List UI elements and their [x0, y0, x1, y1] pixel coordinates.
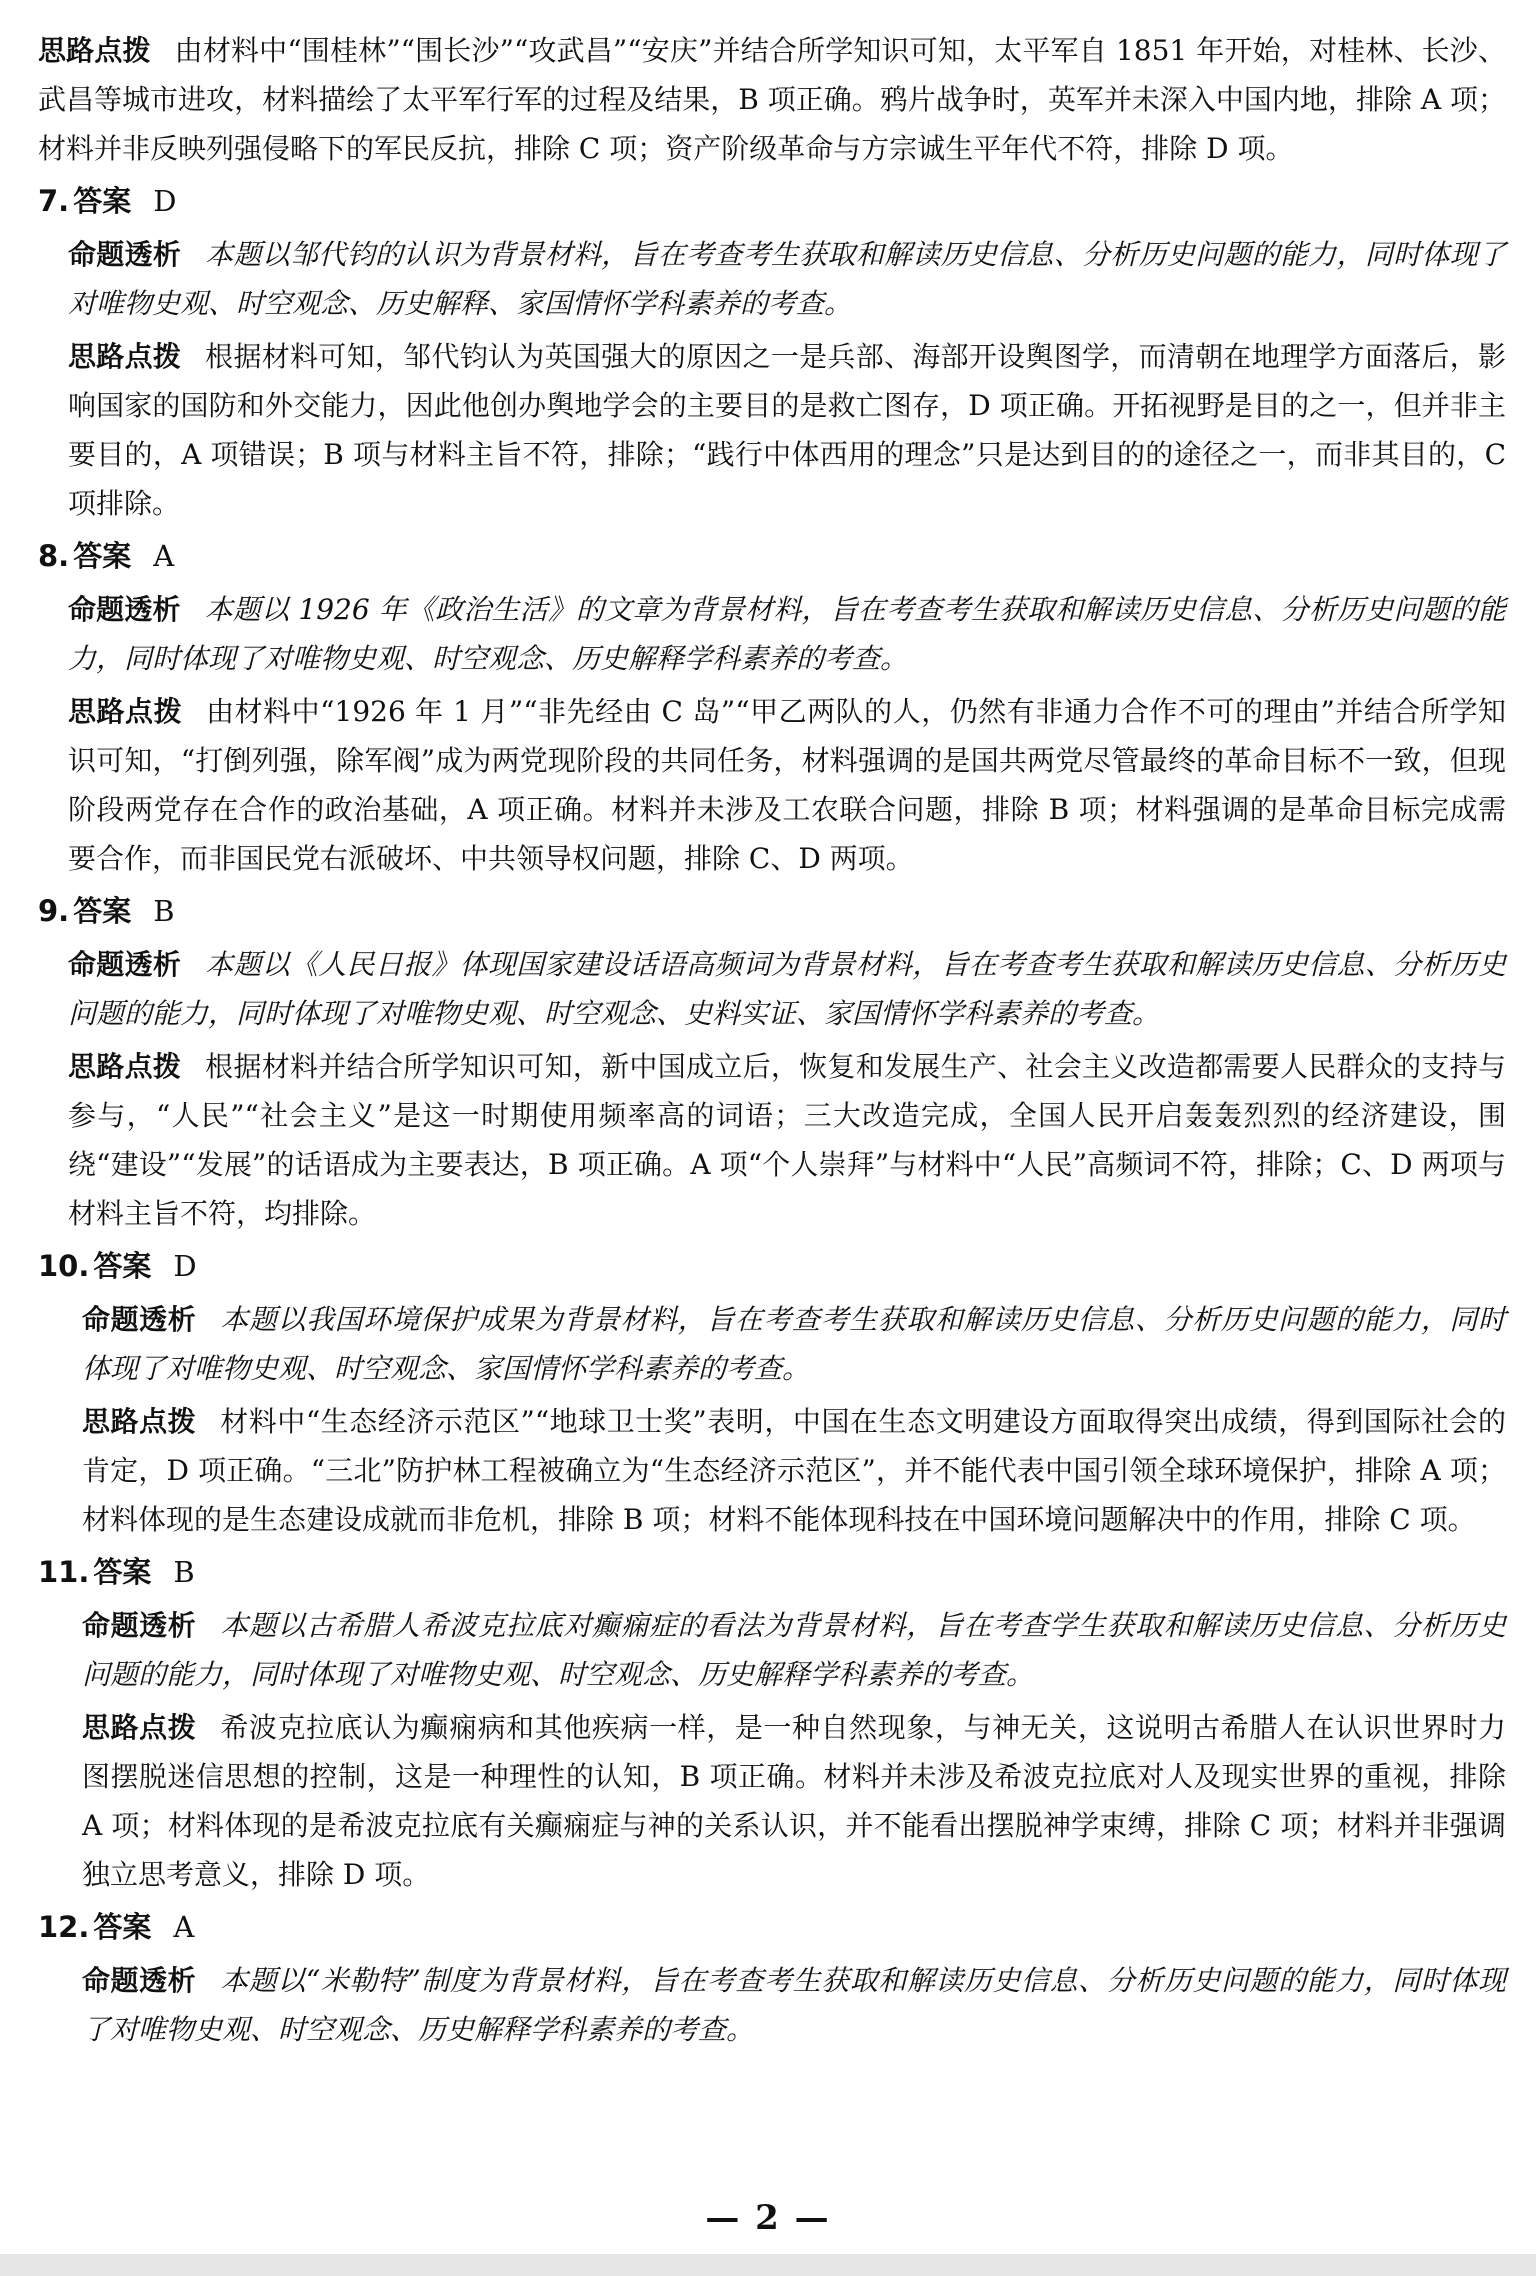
q12-intro [38, 1956, 1506, 2054]
question-number: 12. [38, 1910, 90, 1944]
answer-label: 答案 [93, 1910, 152, 1944]
answer-label: 答案 [93, 1249, 152, 1283]
reasoning-text: 根据材料并结合所学知识可知，新中国成立后，恢复和发展生产、社会主义改造都需要人民群众的支持与参与，“人民”“社会主义”是这一时期使用频率高的词语；三大改造完成，全国人民开启轰轰烈烈的经济建设，围绕“建设”“发展”的话语成为主要表达，B 项正确。A 项“个人崇拜”与材料中“人民”高频词不符，排除；C、D 两项与材料主旨不符，均排除。 [68, 1050, 1506, 1230]
intro-text: 本题以“米勒特”制度为背景材料，旨在考查考生获取和解读历史信息、分析历史问题的能力，同时体现了对唯物史观、时空观念、历史解释学科素养的考查。 [82, 1964, 1506, 2046]
intro-label: 命题透析 [68, 948, 182, 981]
reasoning-label: 思路点拨 [82, 1405, 197, 1438]
intro-text: 本题以邹代钧的认识为背景材料，旨在考查考生获取和解读历史信息、分析历史问题的能力，同时体现了对唯物史观、时空观念、历史解释、家国情怀学科素养的考查。 [68, 238, 1506, 320]
intro-label: 命题透析 [82, 1609, 197, 1642]
reasoning-label: 思路点拨 [68, 695, 183, 728]
q9-answer [38, 887, 1506, 936]
question-number: 8. [38, 539, 70, 573]
question-number: 11. [38, 1555, 90, 1589]
question-number: 10. [38, 1249, 90, 1283]
intro-text: 本题以我国环境保护成果为背景材料，旨在考查考生获取和解读历史信息、分析历史问题的能力，同时体现了对唯物史观、时空观念、家国情怀学科素养的考查。 [82, 1303, 1506, 1385]
intro-label: 命题透析 [68, 238, 182, 271]
q8-answer [38, 532, 1506, 581]
q10-answer [38, 1242, 1506, 1291]
intro-text: 本题以 1926 年《政治生活》的文章为背景材料，旨在考查考生获取和解读历史信息、分析历史问题的能力，同时体现了对唯物史观、时空观念、历史解释学科素养的考查。 [68, 593, 1506, 675]
reasoning-text: 根据材料可知，邹代钧认为英国强大的原因之一是兵部、海部开设舆图学，而清朝在地理学方面落后，影响国家的国防和外交能力，因此他创办舆地学会的主要目的是救亡图存，D 项正确。开拓视野是目的之一，但并非主要目的，A 项错误；B 项与材料主旨不符，排除；“践行中体西用的理念”只是达到目的的途径之一，而非其目的，C 项排除。 [68, 340, 1506, 520]
q9-intro [38, 940, 1506, 1038]
answer-label: 答案 [73, 539, 132, 573]
q7-reasoning [38, 332, 1506, 528]
reasoning-label: 思路点拨 [38, 34, 151, 67]
answer-letter: B [173, 1555, 195, 1589]
reasoning-text: 材料中“生态经济示范区”“地球卫士奖”表明，中国在生态文明建设方面取得突出成绩，得到国际社会的肯定，D 项正确。“三北”防护林工程被确立为“生态经济示范区”，并不能代表中国引领全球环境保护，排除 A 项；材料体现的是生态建设成就而非危机，排除 B 项；材料不能体现科技在中国环境问题解决中的作用，排除 C 项。 [82, 1405, 1506, 1536]
intro-label: 命题透析 [68, 593, 181, 626]
q11-answer [38, 1548, 1506, 1597]
answer-label: 答案 [73, 894, 132, 928]
q8-reasoning [38, 687, 1506, 883]
reasoning-label: 思路点拨 [68, 340, 182, 373]
q9-reasoning [38, 1042, 1506, 1238]
answer-label: 答案 [73, 184, 132, 218]
reasoning-label: 思路点拨 [82, 1711, 197, 1744]
intro-text: 本题以《人民日报》体现国家建设话语高频词为背景材料，旨在考查考生获取和解读历史信息、分析历史问题的能力，同时体现了对唯物史观、时空观念、史料实证、家国情怀学科素养的考查。 [68, 948, 1506, 1030]
answer-label: 答案 [93, 1555, 152, 1589]
q12-answer [38, 1903, 1506, 1952]
q10-reasoning [38, 1397, 1506, 1544]
q11-reasoning [38, 1703, 1506, 1899]
q10-intro [38, 1295, 1506, 1393]
answer-letter: A [153, 539, 175, 573]
answer-letter: D [173, 1249, 197, 1283]
reasoning-text: 由材料中“1926 年 1 月”“非先经由 C 岛”“甲乙两队的人，仍然有非通力合作不可的理由”并结合所学知识可知，“打倒列强，除军阀”成为两党现阶段的共同任务，材料强调的是国共两党尽管最终的革命目标不一致，但现阶段两党存在合作的政治基础，A 项正确。材料并未涉及工农联合问题，排除 B 项；材料强调的是革命目标完成需要合作，而非国民党右派破坏、中共领导权问题，排除 C、D 两项。 [68, 695, 1506, 875]
q7-answer [38, 177, 1506, 226]
question-number: 9. [38, 894, 70, 928]
q8-intro [38, 585, 1506, 683]
answer-letter: A [173, 1910, 195, 1944]
reasoning-text: 希波克拉底认为癫痫病和其他疾病一样，是一种自然现象，与神无关，这说明古希腊人在认识世界时力图摆脱迷信思想的控制，这是一种理性的认知，B 项正确。材料并未涉及希波克拉底对人及现实世界的重视，排除 A 项；材料体现的是希波克拉底有关癫痫症与神的关系认识，并不能看出摆脱神学束缚，排除 C 项；材料并非强调独立思考意义，排除 D 项。 [82, 1711, 1506, 1891]
q7-intro [38, 230, 1506, 328]
answer-letter: B [153, 894, 175, 928]
reasoning-text: 由材料中“围桂林”“围长沙”“攻武昌”“安庆”并结合所学知识可知，太平军自 1851 年开始，对桂林、长沙、武昌等城市进攻，材料描绘了太平军行军的过程及结果，B 项正确。鸦片战争时，英军并未深入中国内地，排除 A 项；材料并非反映列强侵略下的军民反抗，排除 C 项；资产阶级革命与方宗诚生平年代不符，排除 D 项。 [38, 34, 1506, 165]
bottom-margin-strip [0, 2254, 1536, 2276]
q11-intro [38, 1601, 1506, 1699]
intro-label: 命题透析 [82, 1303, 197, 1336]
answer-letter: D [153, 184, 177, 218]
page-number: — 2 — [705, 2198, 831, 2238]
q6-reasoning [38, 26, 1506, 173]
question-number: 7. [38, 184, 70, 218]
intro-label: 命题透析 [82, 1964, 197, 1997]
reasoning-label: 思路点拨 [68, 1050, 182, 1083]
intro-text: 本题以古希腊人希波克拉底对癫痫症的看法为背景材料，旨在考查学生获取和解读历史信息、分析历史问题的能力，同时体现了对唯物史观、时空观念、历史解释学科素养的考查。 [82, 1609, 1506, 1691]
